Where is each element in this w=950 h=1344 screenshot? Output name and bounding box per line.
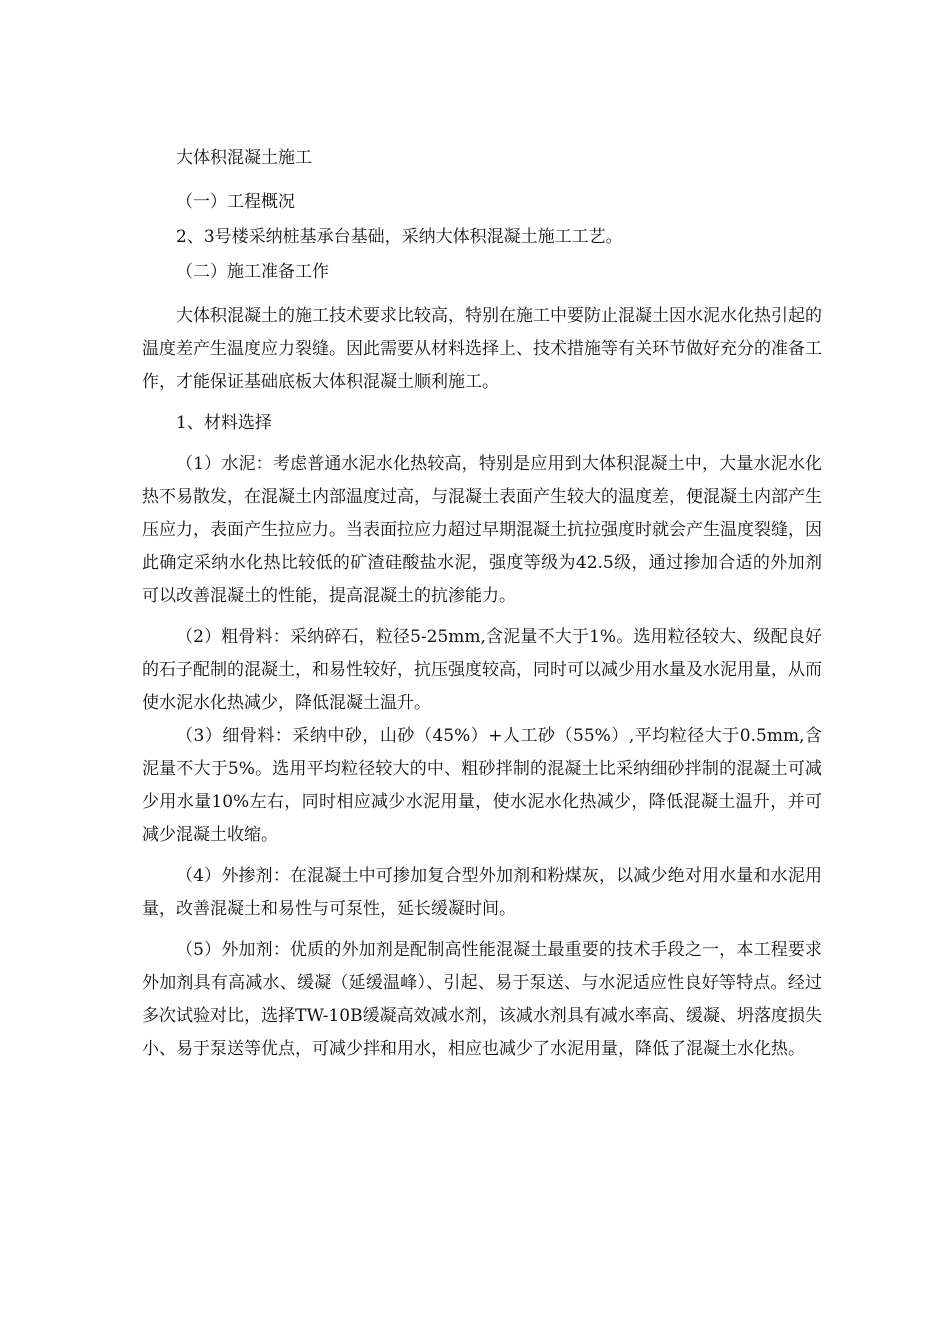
material-item-coarse-aggregate: （2）粗骨料：采纳碎石，粒径5-25mm,含泥量不大于1%。选用粒径较大、级配良好的石子配制的混凝土，和易性较好，抗压强度较高，同时可以减少用水量及水泥用量，从而使水泥水化热减少，降低混凝土温升。 (142, 627, 822, 713)
material-item-fine-aggregate: （3）细骨料：采纳中砂，山砂（45%）+人工砂（55%）,平均粒径大于0.5mm,含泥量不大于5%。选用平均粒径较大的中、粗砂拌制的混凝土比采纳细砂拌制的混凝土可减少用水量10%左右，同时相应减少水泥用量，使水泥水化热减少，降低混凝土温升，并可减少混凝土收缩。 (142, 726, 822, 845)
overview-text: 2、3号楼采纳桩基承台基础，采纳大体积混凝土施工工艺。 (176, 227, 623, 247)
section-heading-preparation: （二）施工准备工作 (176, 262, 329, 282)
material-item-admixture: （4）外掺剂：在混凝土中可掺加复合型外加剂和粉煤灰，以减少绝对用水量和水泥用量，改善混凝土和易性与可泵性，延长缓凝时间。 (142, 866, 822, 919)
material-item-additive: （5）外加剂：优质的外加剂是配制高性能混凝土最重要的技术手段之一，本工程要求外加剂具有高减水、缓凝（延缓温峰）、引起、易于泵送、与水泥适应性良好等特点。经过多次试验对比，选择TW-10B缓凝高效减水剂，该减水剂具有减水率高、缓凝、坍落度损失小、易于泵送等优点，可减少拌和用水，相应也减少了水泥用量，降低了混凝土水化热。 (142, 940, 822, 1059)
section-heading-overview: （一）工程概况 (176, 192, 295, 212)
materials-heading: 1、材料选择 (176, 413, 272, 433)
intro-paragraph: 大体积混凝土的施工技术要求比较高，特别在施工中要防止混凝土因水泥水化热引起的温度差产生温度应力裂缝。因此需要从材料选择上、技术措施等有关环节做好充分的准备工作，才能保证基础底板大体积混凝土顺利施工。 (142, 306, 822, 392)
material-item-cement: （1）水泥：考虑普通水泥水化热较高，特别是应用到大体积混凝土中，大量水泥水化热不易散发，在混凝土内部温度过高，与混凝土表面产生较大的温度差，便混凝土内部产生压应力，表面产生拉应力。当表面拉应力超过早期混凝土抗拉强度时就会产生温度裂缝，因此确定采纳水化热比较低的矿渣硅酸盐水泥，强度等级为42.5级，通过掺加合适的外加剂可以改善混凝土的性能，提高混凝土的抗渗能力。 (142, 454, 822, 606)
document-title: 大体积混凝土施工 (176, 148, 312, 168)
document-body (142, 142, 822, 1074)
